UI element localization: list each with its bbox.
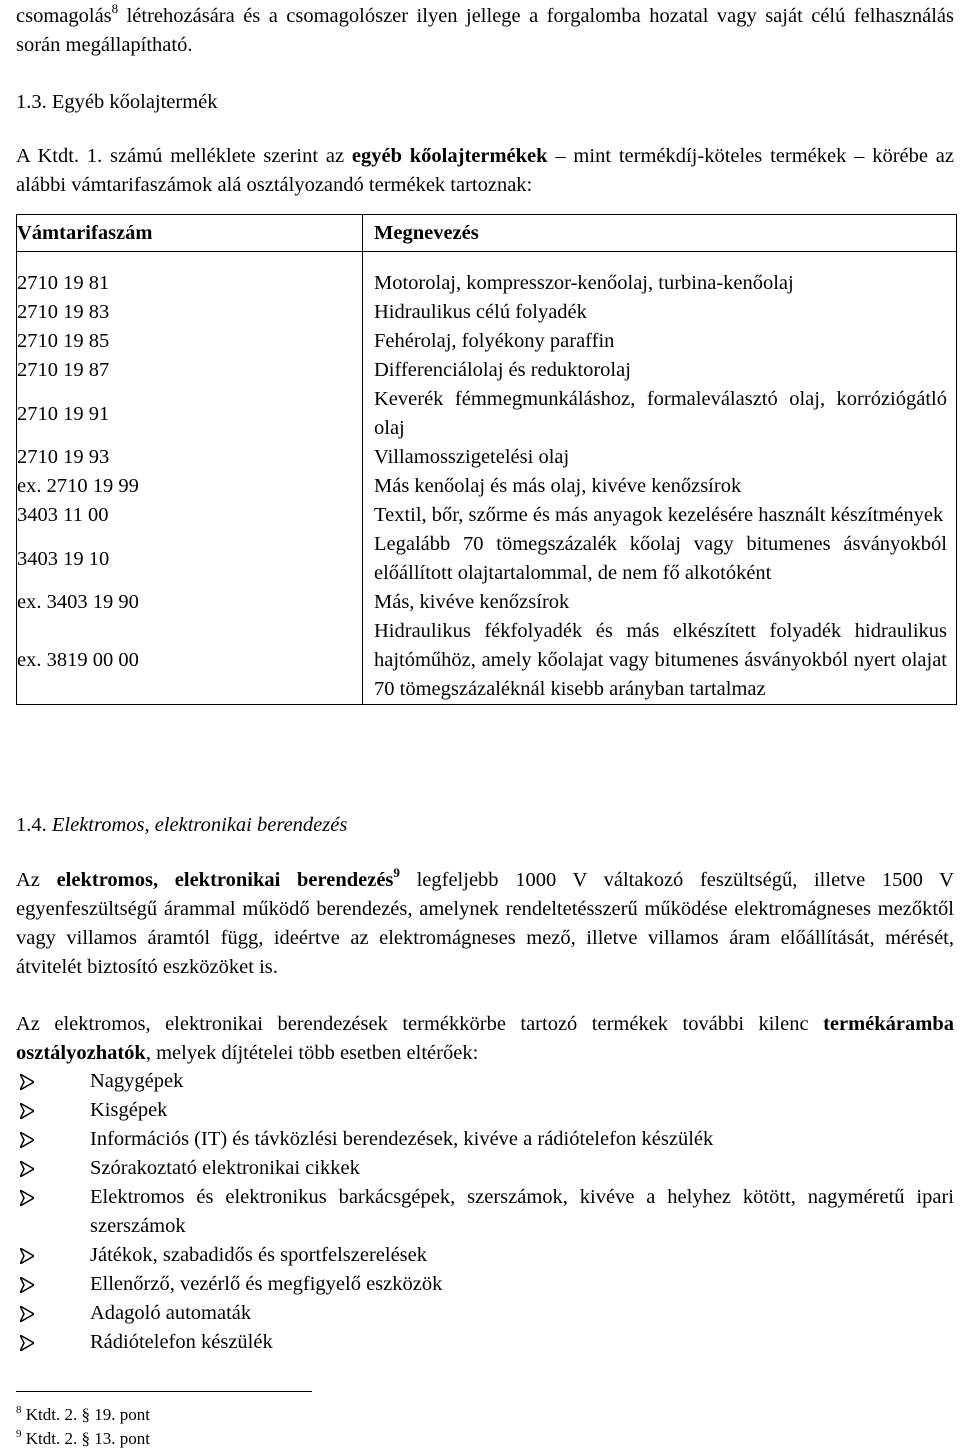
table-row — [17, 472, 957, 501]
arrowhead-bullet-icon — [20, 1132, 34, 1148]
tariff-intro-paragraph — [16, 142, 954, 200]
list-item-text: Rádiótelefon készülék — [90, 1331, 273, 1353]
code-cell: 2710 19 85 — [17, 327, 363, 356]
name-cell: Legalább 70 tömegszázalék kőolaj vagy bitumenes ásványokból előállított olajtartalommal, de nem fő alkotóként — [363, 530, 957, 588]
footnote-separator — [16, 1391, 312, 1392]
footnote-ref-9[interactable]: 9 — [393, 865, 400, 880]
table-row — [17, 385, 957, 443]
tariff-table — [16, 214, 957, 705]
list-item-text: Szórakoztató elektronikai cikkek — [90, 1157, 360, 1179]
footnotes — [16, 1403, 150, 1451]
name-cell: Motorolaj, kompresszor-kenőolaj, turbina-kenőolaj — [363, 269, 957, 298]
table-row — [17, 443, 957, 472]
section-heading-1-4 — [16, 811, 347, 840]
list-item-text: Játékok, szabadidős és sportfelszerelések — [90, 1244, 427, 1266]
table-row — [17, 269, 957, 298]
bold-term: elektromos, elektronikai berendezés — [56, 869, 394, 891]
list-item — [16, 1328, 954, 1357]
arrowhead-bullet-icon — [20, 1277, 34, 1293]
arrowhead-bullet-icon — [20, 1103, 34, 1119]
list-item-text: Kisgépek — [90, 1099, 168, 1121]
text: A Ktdt. 1. számú melléklete szerint az — [16, 145, 352, 167]
text: , melyek díjtételei több esetben eltérőek: — [145, 1042, 479, 1064]
footnote-number: 9 — [16, 1428, 22, 1440]
header-code: Vámtarifaszám — [17, 215, 363, 252]
list-item-text: Információs (IT) és távközlési berendezések, kivéve a rádiótelefon készülék — [90, 1128, 714, 1150]
name-cell: Villamosszigetelési olaj — [363, 443, 957, 472]
section-title: Elektromos, elektronikai berendezés — [46, 814, 348, 836]
header-name: Megnevezés — [363, 215, 957, 252]
list-item — [16, 1096, 954, 1125]
text: legfeljebb 1000 V váltakozó feszültségű, illetve 1500 V egyenfeszültségű árammal működő berendezés, amelynek rendeltetésszerű működése elektromágneses mezőktől vagy villamos áramtól függ, ideértve az elektromágneses mező, illetve villamos áram előállítását, mérését, átvitelét biztosító eszközöket is. — [16, 869, 954, 978]
code-cell: 2710 19 93 — [17, 443, 363, 472]
code-cell: 3403 19 10 — [17, 530, 363, 588]
list-item — [16, 1154, 954, 1183]
table-row — [17, 530, 957, 588]
arrowhead-bullet-icon — [20, 1074, 34, 1090]
name-cell: Hidraulikus fékfolyadék és más elkészített folyadék hidraulikus hajtóműhöz, amely kőolajat vagy bitumenes ásványokból nyert olajat 70 tömegszázaléknál kisebb arányban tartalmaz — [363, 617, 957, 705]
name-cell: Textil, bőr, szőrme és más anyagok kezelésére használt készítmények — [363, 501, 957, 530]
name-cell: Keverék fémmegmunkáláshoz, formaleválasztó olaj, korróziógátló olaj — [363, 385, 957, 443]
table-row — [17, 501, 957, 530]
table-row — [17, 298, 957, 327]
code-cell: ex. 3403 19 90 — [17, 588, 363, 617]
section-number: 1.4. — [16, 814, 47, 836]
name-cell: Más, kivéve kenőzsírok — [363, 588, 957, 617]
name-cell: Fehérolaj, folyékony paraffin — [363, 327, 957, 356]
list-item — [16, 1270, 954, 1299]
arrowhead-bullet-icon — [20, 1161, 34, 1177]
footnote-ref-8[interactable]: 8 — [111, 1, 119, 16]
text: – mint termékdíj-köteles termékek – körébe az alábbi vámtarifaszámok alá osztályozandó termékek tartoznak: — [16, 145, 954, 196]
text: Az elektromos, elektronikai berendezések termékkörbe tartozó termékek további kilenc — [16, 1013, 824, 1035]
code-cell: 2710 19 87 — [17, 356, 363, 385]
section-heading-1-3 — [16, 88, 218, 117]
intro-text-2: létrehozására és a csomagolószer ilyen jellege a forgalomba hozatal vagy saját célú felhasználás során megállapítható. — [16, 5, 954, 56]
code-cell: 3403 11 00 — [17, 501, 363, 530]
code-cell: ex. 2710 19 99 — [17, 472, 363, 501]
arrowhead-bullet-icon — [20, 1306, 34, 1322]
section-title: Egyéb kőolajtermék — [46, 91, 218, 113]
footnote-8 — [16, 1403, 150, 1427]
footnote-9 — [16, 1427, 150, 1451]
spacer-cell — [17, 252, 363, 270]
table-row — [17, 588, 957, 617]
table-row — [17, 617, 957, 705]
arrowhead-bullet-icon — [20, 1190, 34, 1206]
code-cell: ex. 3819 00 00 — [17, 617, 363, 705]
list-item-text: Ellenőrző, vezérlő és megfigyelő eszközök — [90, 1273, 443, 1295]
footnote-text: Ktdt. 2. § 13. pont — [21, 1429, 150, 1448]
intro-paragraph — [16, 2, 954, 60]
arrowhead-bullet-icon — [20, 1335, 34, 1351]
bold-term: egyéb kőolajtermékek — [351, 145, 548, 167]
section-number: 1.3. — [16, 91, 47, 113]
intro-text-1: csomagolás — [16, 5, 112, 27]
bold-term: termékáramba osztályozhatók — [16, 1013, 954, 1064]
text: Az — [16, 869, 57, 891]
categories-paragraph — [16, 1010, 954, 1068]
code-cell: 2710 19 81 — [17, 269, 363, 298]
table-spacer — [17, 252, 957, 270]
list-item-text: Elektromos és elektronikus barkácsgépek, szerszámok, kivéve a helyhez kötött, nagyméretű ipari szerszámok — [90, 1186, 954, 1237]
list-item-text: Adagoló automaták — [90, 1302, 252, 1324]
code-cell: 2710 19 83 — [17, 298, 363, 327]
spacer-cell — [363, 252, 957, 270]
footnote-number: 8 — [16, 1404, 22, 1416]
list-item — [16, 1183, 954, 1241]
code-cell: 2710 19 91 — [17, 385, 363, 443]
list-item — [16, 1241, 954, 1270]
arrowhead-bullet-icon — [20, 1248, 34, 1264]
name-cell: Differenciálolaj és reduktorolaj — [363, 356, 957, 385]
list-item — [16, 1299, 954, 1328]
list-item-text: Nagygépek — [90, 1070, 184, 1092]
name-cell: Más kenőolaj és más olaj, kivéve kenőzsírok — [363, 472, 957, 501]
table-header-row — [17, 215, 957, 252]
list-item — [16, 1125, 954, 1154]
list-item — [16, 1067, 954, 1096]
table-row — [17, 356, 957, 385]
table-row — [17, 327, 957, 356]
product-stream-list — [16, 1067, 954, 1357]
name-cell: Hidraulikus célú folyadék — [363, 298, 957, 327]
footnote-text: Ktdt. 2. § 19. pont — [21, 1405, 150, 1424]
definition-paragraph — [16, 866, 954, 982]
